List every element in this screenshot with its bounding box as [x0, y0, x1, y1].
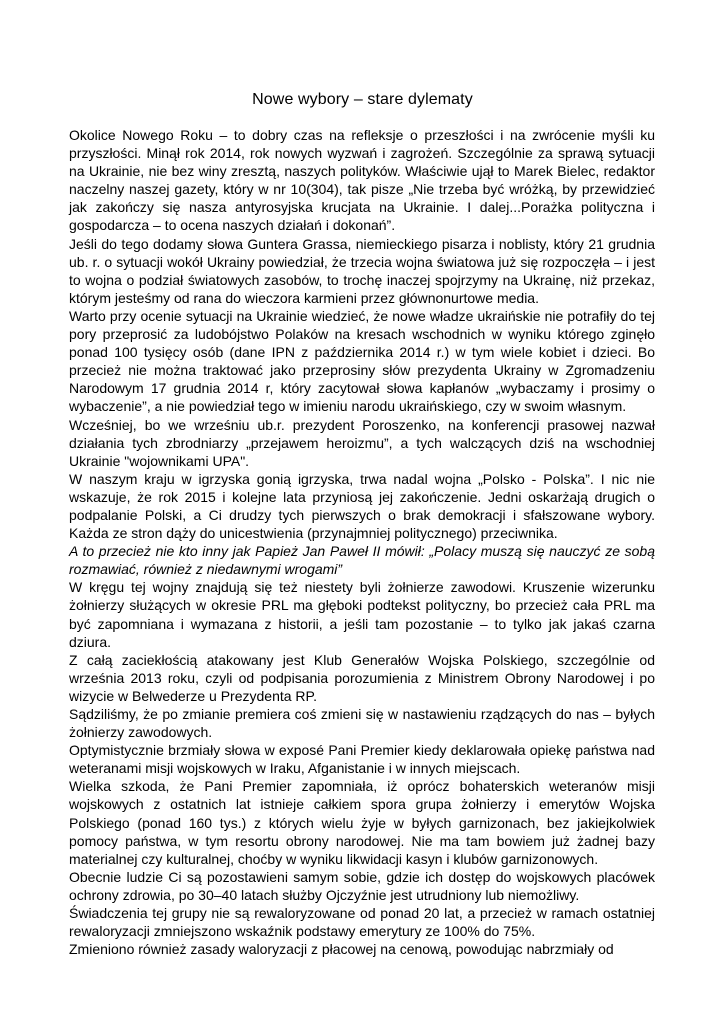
paragraph: Zmieniono również zasady waloryzacji z płacowej na cenową, powodując nabrzmiały od	[69, 941, 614, 958]
paragraph: Wielka szkoda, że Pani Premier zapomniała, iż oprócz bohaterskich weteranów misji wojskowych z ostatnich lat istnieje całkiem spora grupa żołnierzy i emerytów Wojska Polskiego (ponad 160 tys.) z których wielu żyje w byłych garnizonach, bez jakiejkolwiek pomocy państwa, w tym resortu obrony narodowej. Nie ma tam bowiem już żadnej bazy materialnej czy kulturalnej, choćby w wyniku likwidacji kasyn i klubów garnizonowych.	[69, 778, 655, 867]
paragraph: Jeśli do tego dodamy słowa Guntera Grassa, niemieckiego pisarza i noblisty, który 21 grudnia ub. r. o sytuacji wokół Ukrainy powiedział, że trzecia wojna światowa już się rozpoczęła – i jest to wojna o podział światowych zasobów, to trochę inaczej spojrzymy na Ukrainę, niż przekaz, którym jesteśmy od rana do wieczora karmieni przez głównonurtowe media.	[69, 235, 655, 306]
paragraph: Okolice Nowego Roku – to dobry czas na refleksje o przeszłości i na zwrócenie myśli ku przyszłości. Minął rok 2014, rok nowych wyzwań i zagrożeń. Szczególnie za sprawą sytuacji na Ukrainie, nie bez winy zresztą, naszych polityków. Właściwie ujął to Marek Bielec, redaktor naczelny naszej gazety, który w nr 10(304), tak pisze „Nie trzeba być wróżką, by przewidzieć jak zakończy się nasza antyrosyjska krucjata na Ukrainie. I dalej...Porażka polityczna i gospodarcza – to ocena naszych działań i dokonań”.	[69, 127, 655, 234]
pope-quote-paragraph: A to przecież nie kto inny jak Papież Jan Paweł II mówił: „Polacy muszą się nauczyć ze sobą rozmawiać, również z niedawnymi wrogami”	[69, 543, 655, 578]
document-body	[69, 126, 655, 958]
paragraph: Wcześniej, bo we wrześniu ub.r. prezydent Poroszenko, na konferencji prasowej nazwał działania tych zbrodniarzy „przejawem heroizmu”, a tych walczących dziś na wschodniej Ukrainie "wojownikami UPA".	[69, 416, 655, 469]
paragraph: Świadczenia tej grupy nie są rewaloryzowane od ponad 20 lat, a przecież w ramach ostatniej rewaloryzacji zmniejszono wskaźnik podstawy emerytury ze 100% do 75%.	[69, 905, 655, 940]
paragraph: Warto przy ocenie sytuacji na Ukrainie wiedzieć, że nowe władze ukraińskie nie potrafiły do tej pory przeprosić za ludobójstwo Polaków na kresach wschodnich w wyniku którego zginęło ponad 100 tysięcy osób (dane IPN z października 2014 r.) w tym wiele kobiet i dzieci. Bo przecież nie można traktować jako przeprosiny słów prezydenta Ukrainy w Zgromadzeniu Narodowym 17 grudnia 2014 r, który zacytował słowa kapłanów „wybaczamy i prosimy o wybaczenie”, a nie powiedział tego w imieniu narodu ukraińskiego, czy w swoim własnym.	[69, 307, 655, 415]
paragraph: W naszym kraju w igrzyska gonią igrzyska, trwa nadal wojna „Polsko - Polska”. I nic nie wskazuje, że rok 2015 i kolejne lata przyniosą jej zakończenie. Jedni oskarżają drugich o podpalanie Polski, a Ci drudzy tych pierwszych o brak demokracji i sfałszowane wybory. Każda ze stron dąży do unicestwienia (przynajmniej politycznego) przeciwnika.	[69, 470, 655, 542]
document-title: Nowe wybory – stare dylematy	[252, 91, 473, 108]
paragraph: W kręgu tej wojny znajdują się też niestety byli żołnierze zawodowi. Kruszenie wizerunku żołnierzy służących w okresie PRL ma głęboki podtekst polityczny, bo przecież cała PRL ma być zapomniana i wymazana z historii, a jeśli tam pozostanie – to tylko jak jakaś czarna dziura.	[69, 579, 655, 650]
paragraph: Optymistycznie brzmiały słowa w exposé Pani Premier kiedy deklarowała opiekę państwa nad weteranami misji wojskowych w Iraku, Afganistanie i w innych miejscach.	[69, 742, 655, 777]
paragraph: Obecnie ludzie Ci są pozostawieni samym sobie, gdzie ich dostęp do wojskowych placówek ochrony zdrowia, po 30–40 latach służby Ojczyźnie jest utrudniony lub niemożliwy.	[69, 868, 655, 903]
paragraph: Z całą zaciekłością atakowany jest Klub Generałów Wojska Polskiego, szczególnie od września 2013 roku, czyli od podpisania porozumienia z Ministrem Obrony Narodowej i po wizycie w Belwederze u Prezydenta RP.	[69, 651, 655, 704]
paragraph: Sądziliśmy, że po zmianie premiera coś zmieni się w nastawieniu rządzących do nas – byłych żołnierzy zawodowych.	[69, 706, 655, 741]
